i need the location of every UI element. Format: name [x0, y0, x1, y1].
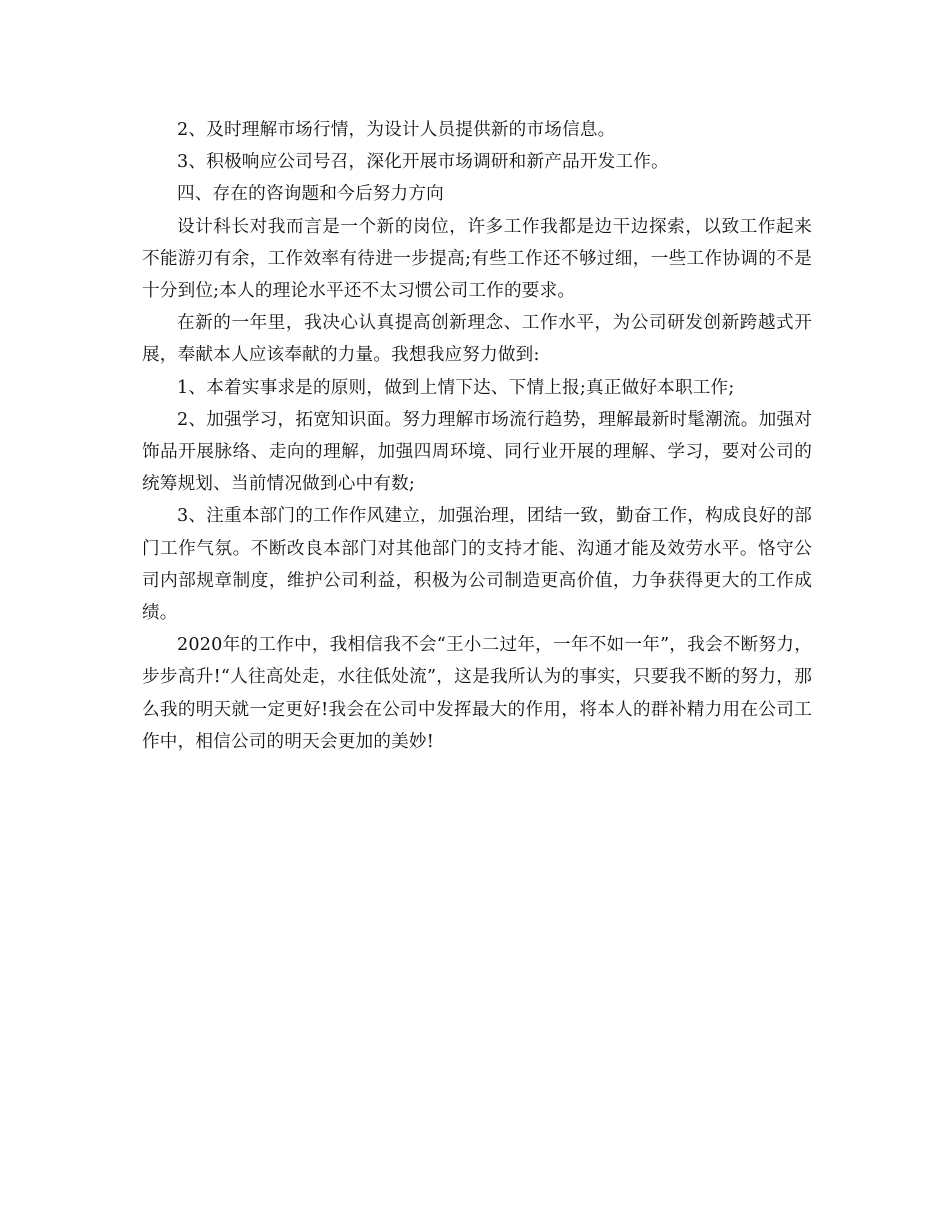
document-body [142, 114, 812, 758]
paragraph-plan-item-2: 2、加强学习，拓宽知识面。努力理解市场流行趋势，理解最新时髦潮流。加强对饰品开展脉络、走向的理解，加强四周环境、同行业开展的理解、学习，要对公司的统筹规划、当前情况做到心中有数; [142, 409, 812, 495]
section-heading-problems: 四、存在的咨询题和今后努力方向 [177, 184, 444, 205]
paragraph-market-research: 3、积极响应公司号召，深化开展市场调研和新产品开发工作。 [177, 152, 669, 173]
paragraph-plan-item-3: 3、注重本部门的工作作风建立，加强治理，团结一致，勤奋工作，构成良好的部门工作气氛。不断改良本部门对其他部门的支持才能、沟通才能及效劳水平。恪守公司内部规章制度，维护公司利益，积极为公司制造更高价值，力争获得更大的工作成绩。 [142, 506, 812, 624]
paragraph-new-year-plan: 在新的一年里，我决心认真提高创新理念、工作水平，为公司研发创新跨越式开展，奉献本人应该奉献的力量。我想我应努力做到: [142, 313, 812, 366]
paragraph-problems: 设计科长对我而言是一个新的岗位，许多工作我都是边干边探索，以致工作起来不能游刃有余，工作效率有待进一步提高;有些工作还不够过细，一些工作协调的不是十分到位;本人的理论水平还不太习惯公司工作的要求。 [142, 216, 812, 302]
paragraph-conclusion: 2020年的工作中，我相信我不会“王小二过年，一年不如一年”，我会不断努力，步步高升!“人往高处走，水往低处流”，这是我所认为的事实，只要我不断的努力，那么我的明天就一定更好!我会在公司中发挥最大的作用，将本人的群补精力用在公司工作中，相信公司的明天会更加的美妙! [142, 635, 812, 752]
paragraph-plan-item-1: 1、本着实事求是的原则，做到上情下达、下情上报;真正做好本职工作; [177, 377, 735, 398]
paragraph-market-info: 2、及时理解市场行情，为设计人员提供新的市场信息。 [177, 120, 616, 140]
